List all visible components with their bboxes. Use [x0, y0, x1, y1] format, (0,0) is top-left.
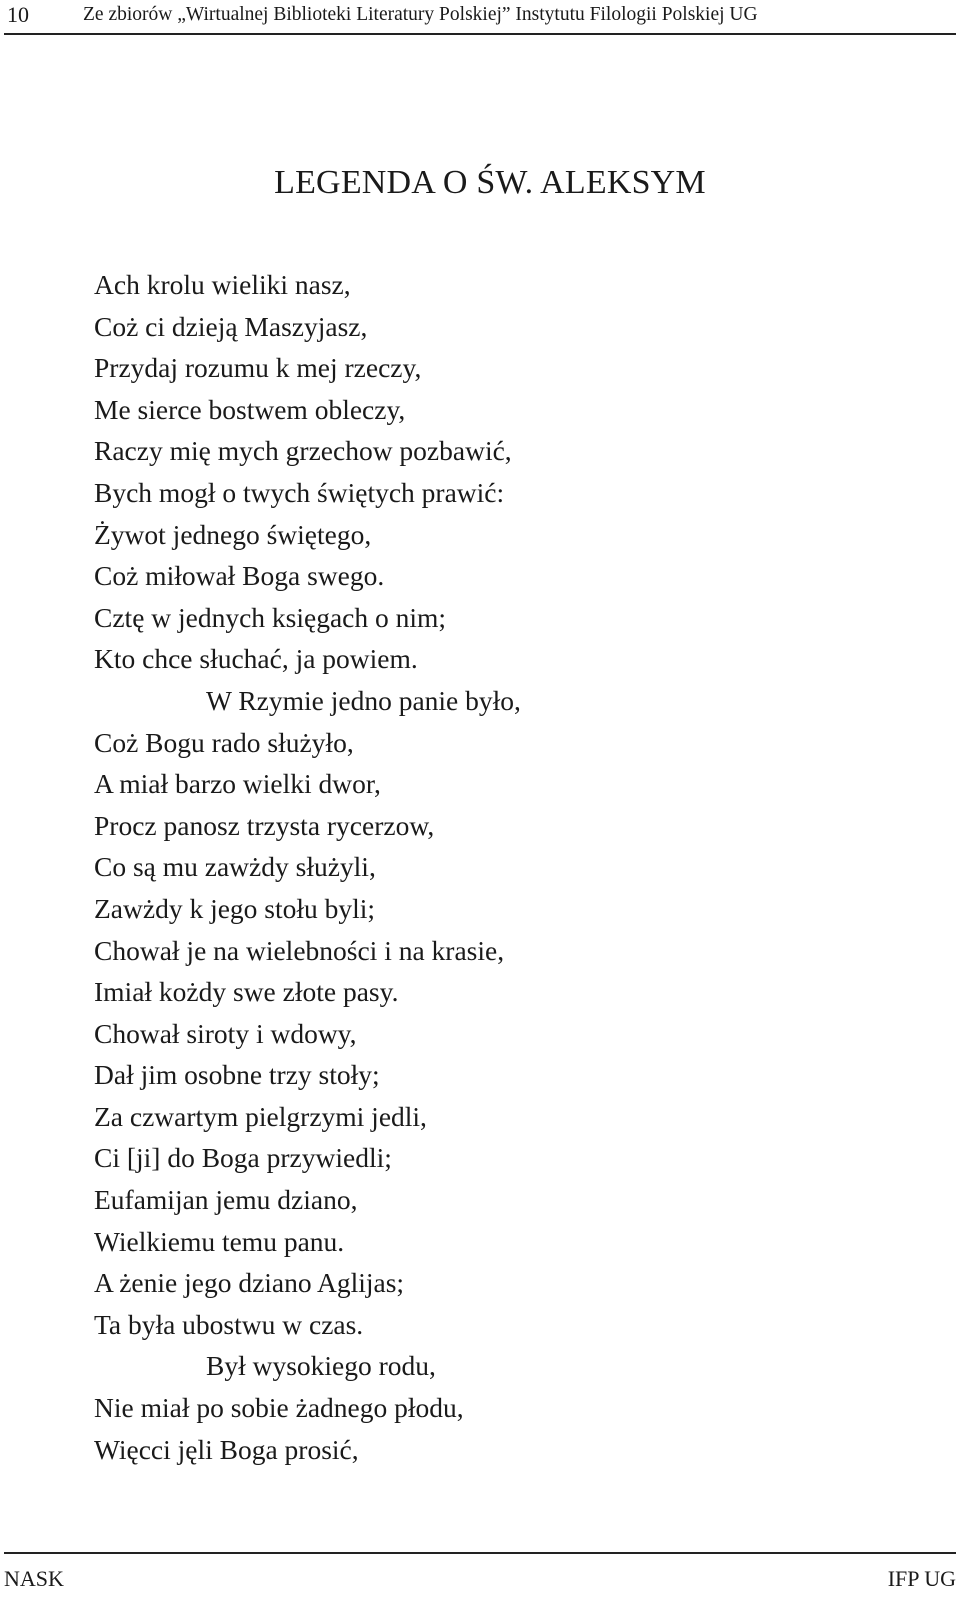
page-number: 10 — [7, 2, 29, 27]
poem-line: Za czwartym pielgrzymi jedli, — [94, 1100, 427, 1132]
footer-left-label: NASK — [4, 1566, 64, 1591]
poem-line: Kto chce słuchać, ja powiem. — [94, 643, 418, 675]
poem-line: Coż miłował Boga swego. — [94, 560, 385, 592]
running-title: Ze zbiorów „Wirtualnej Biblioteki Literatury Polskiej” Instytutu Filologii Polskiej UG — [83, 4, 758, 25]
poem-line: Dał jim osobne trzy stoły; — [94, 1059, 380, 1091]
poem-line: Żywot jednego świętego, — [94, 518, 372, 550]
poem-line: Więcci jęli Boga prosić, — [94, 1433, 359, 1465]
poem-line: A miał barzo wielki dwor, — [94, 768, 381, 800]
poem-title: LEGENDA O ŚW. ALEKSYM — [274, 164, 706, 201]
poem-line: Ta była ubostwu w czas. — [94, 1308, 364, 1340]
poem-line: Imiał kożdy swe złote pasy. — [94, 976, 399, 1008]
poem-line: Bych mogł o twych świętych prawić: — [94, 476, 505, 508]
poem-line: Cztę w jednych księgach o nim; — [94, 601, 447, 633]
page-header — [0, 0, 960, 36]
poem-line: Chował je na wielebności i na krasie, — [94, 934, 505, 966]
poem-line: Nie miał po sobie żadnego płodu, — [94, 1392, 464, 1424]
poem-line: Me sierce bostwem obleczy, — [94, 393, 406, 425]
poem-line: Ach krolu wieliki nasz, — [94, 269, 351, 300]
poem-body — [94, 264, 521, 1470]
poem-line: Coż ci dzieją Maszyjasz, — [94, 310, 368, 342]
poem-line: Procz panosz trzysta rycerzow, — [94, 809, 435, 841]
poem-line-indented: W Rzymie jedno panie było, — [206, 684, 521, 716]
poem-line: Zawżdy k jego stołu byli; — [94, 892, 376, 924]
poem-line: Wielkiemu temu panu. — [94, 1225, 345, 1257]
footer-right-label: IFP UG — [887, 1566, 956, 1591]
poem-line: Ci [ji] do Boga przywiedli; — [94, 1142, 392, 1174]
poem-line: Coż Bogu rado służyło, — [94, 726, 354, 758]
poem-line: Co są mu zawżdy służyli, — [94, 851, 376, 883]
header-divider — [4, 33, 956, 35]
poem-line: A żenie jego dziano Aglijas; — [94, 1267, 405, 1299]
poem-line: Eufamijan jemu dziano, — [94, 1184, 358, 1216]
poem-line: Raczy mię mych grzechow pozbawić, — [94, 435, 512, 467]
poem-line: Chował siroty i wdowy, — [94, 1017, 357, 1049]
footer-divider — [4, 1552, 956, 1554]
poem-line: Przydaj rozumu k mej rzeczy, — [94, 352, 422, 384]
poem-line-indented: Był wysokiego rodu, — [206, 1350, 436, 1382]
